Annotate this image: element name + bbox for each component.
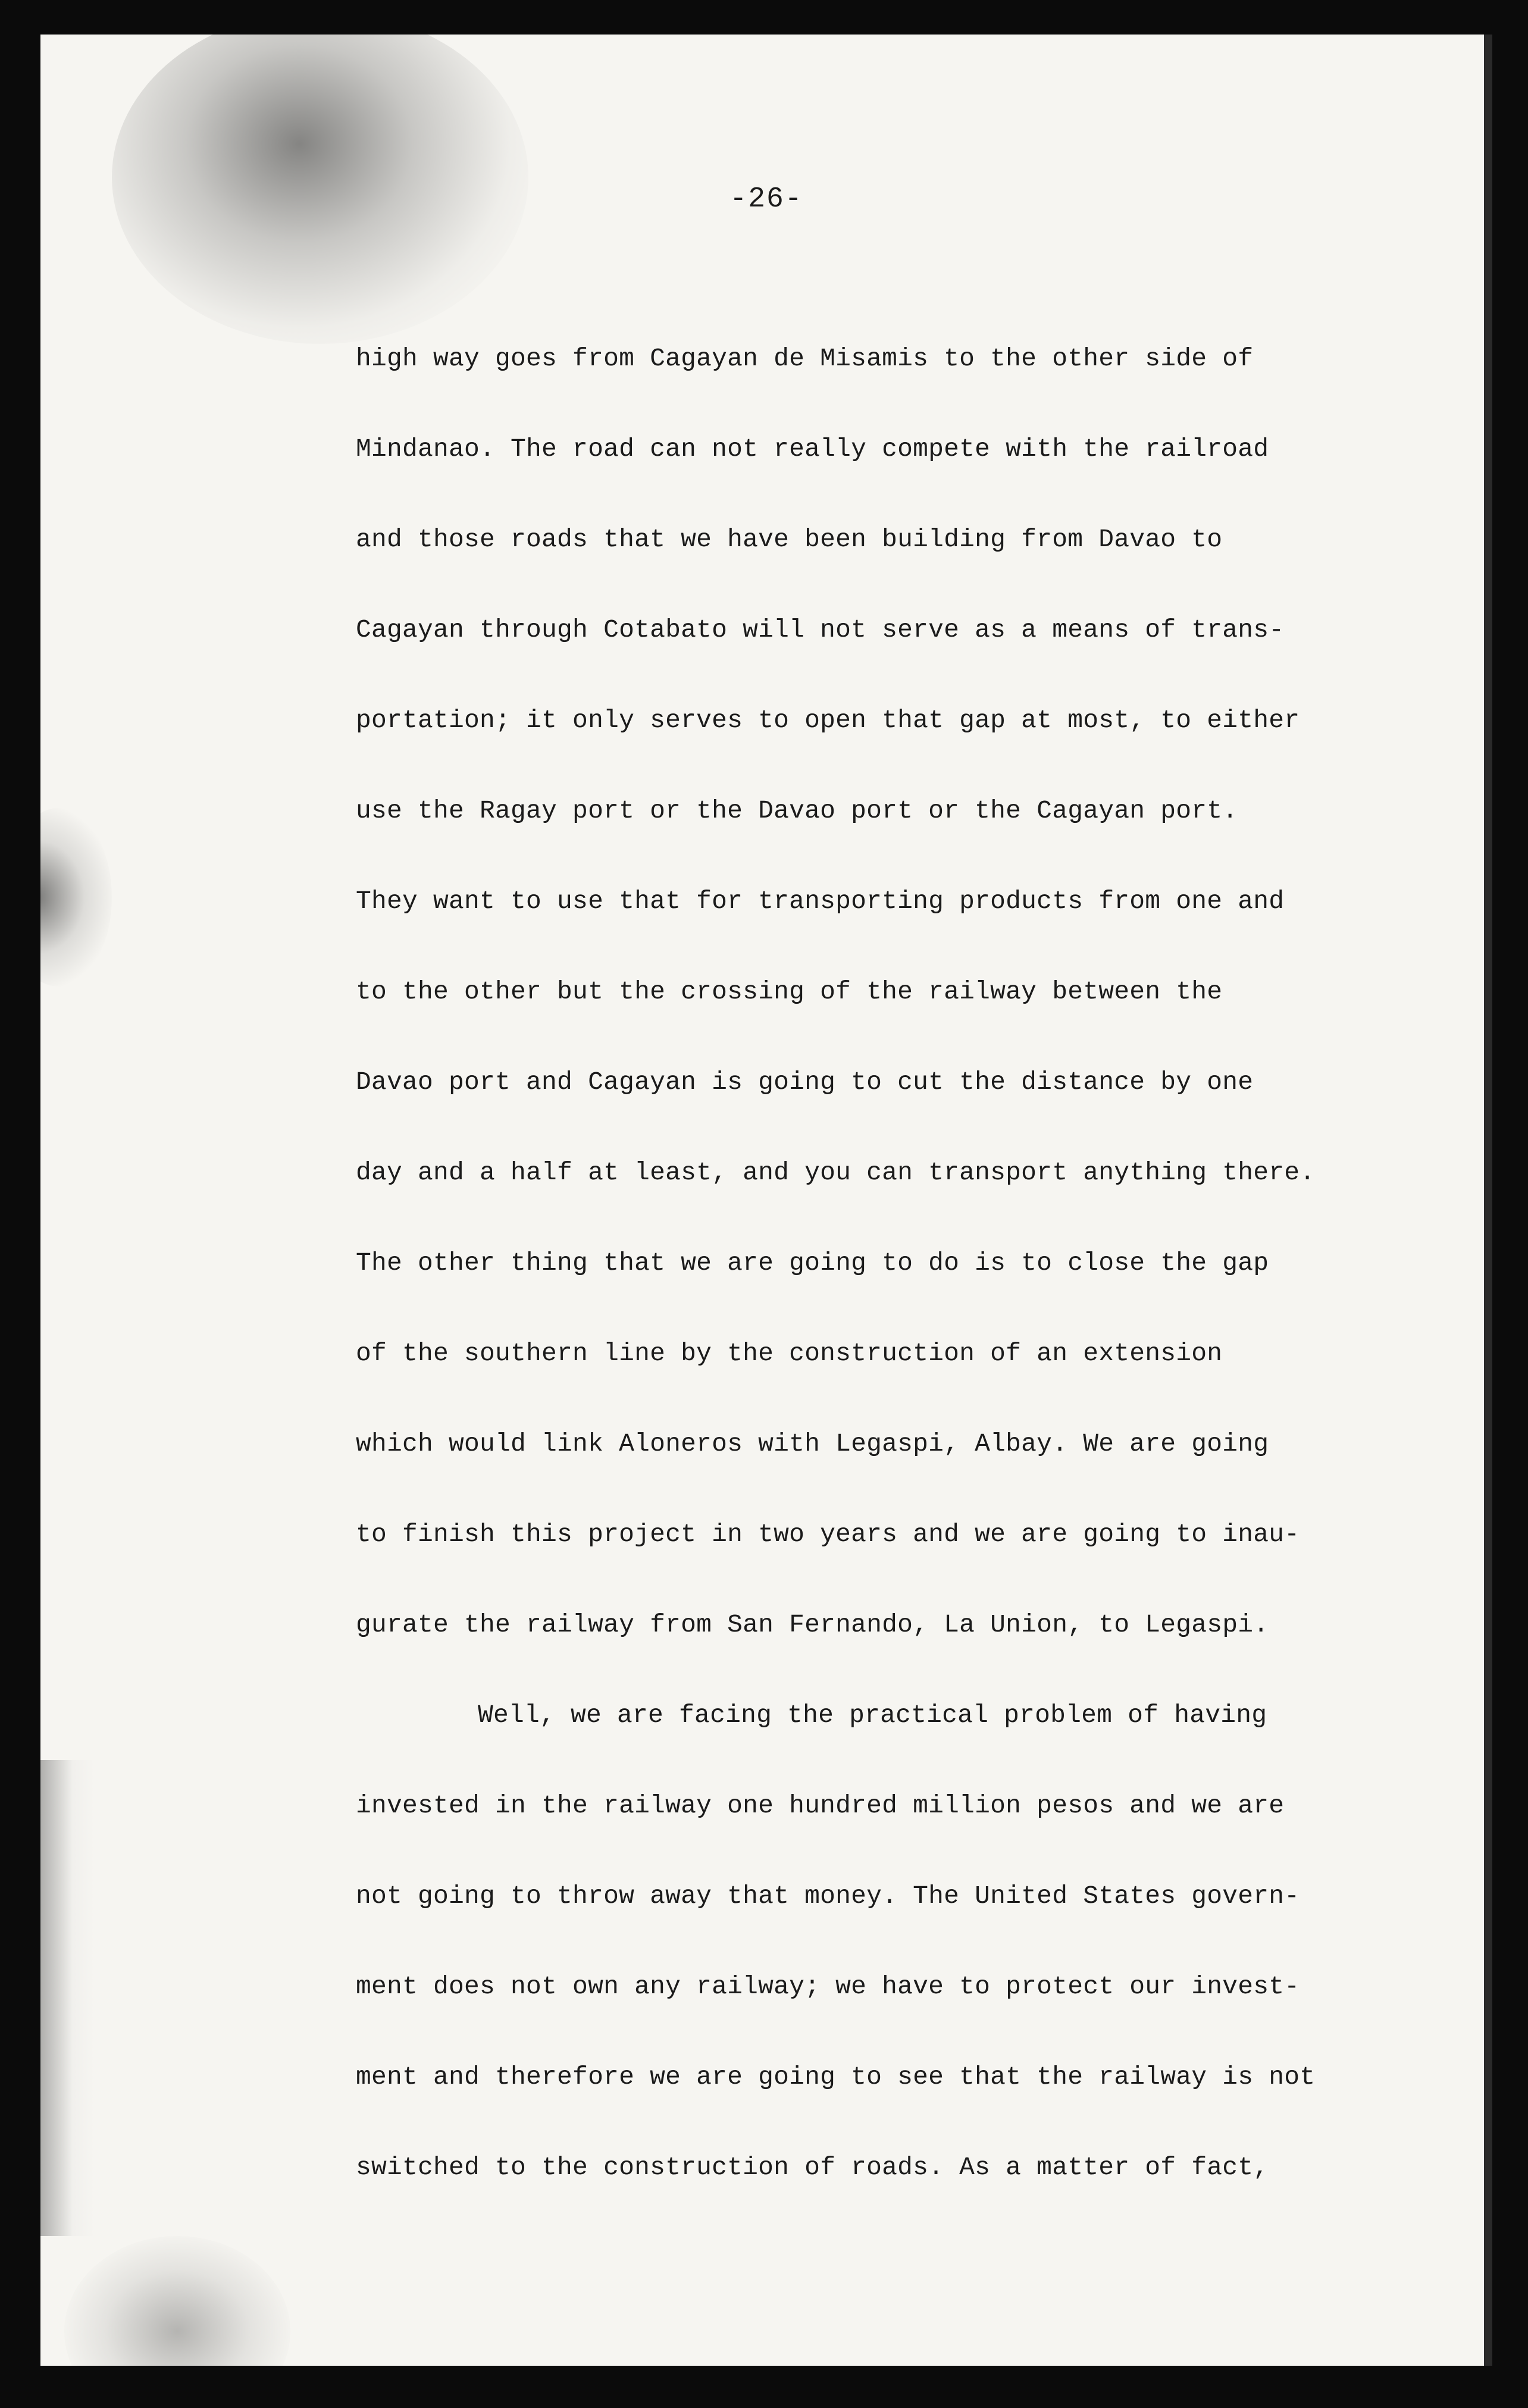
body-text	[356, 335, 1332, 2234]
ink-smudge	[40, 808, 112, 987]
text-line: to the other but the crossing of the railway between the	[356, 977, 1223, 1006]
text-line: to finish this project in two years and we are going to inau-	[356, 1520, 1300, 1549]
text-line: Davao port and Cagayan is going to cut the distance by one	[356, 1067, 1254, 1097]
ink-smudge	[64, 2236, 290, 2366]
text-line: The other thing that we are going to do is to close the gap	[356, 1248, 1269, 1277]
text-line: portation; it only serves to open that gap at most, to either	[356, 706, 1300, 735]
text-line: Well, we are facing the practical problem of having	[478, 1701, 1267, 1730]
text-line: invested in the railway one hundred million pesos and we are	[356, 1791, 1285, 1820]
text-line: switched to the construction of roads. As a matter of fact,	[356, 2153, 1269, 2182]
text-line: high way goes from Cagayan de Misamis to the other side of	[356, 344, 1254, 373]
text-line: use the Ragay port or the Davao port or the Cagayan port.	[356, 796, 1238, 825]
page-number: -26-	[729, 183, 803, 215]
document-page	[40, 35, 1492, 2366]
text-line: gurate the railway from San Fernando, La Union, to Legaspi.	[356, 1610, 1269, 1639]
text-line: ment and therefore we are going to see that the railway is not	[356, 2062, 1316, 2091]
text-line: which would link Aloneros with Legaspi, Albay. We are going	[356, 1429, 1269, 1458]
text-line: day and a half at least, and you can transport anything there.	[356, 1158, 1316, 1187]
text-line: Cagayan through Cotabato will not serve as a means of trans-	[356, 615, 1285, 644]
text-line: and those roads that we have been building from Davao to	[356, 525, 1223, 554]
text-line: of the southern line by the construction of an extension	[356, 1339, 1223, 1368]
text-line: not going to throw away that money. The United States govern-	[356, 1881, 1300, 1911]
text-line: Mindanao. The road can not really compete with the railroad	[356, 434, 1269, 464]
text-line: They want to use that for transporting products from one and	[356, 887, 1285, 916]
torn-edge	[40, 1760, 94, 2236]
text-line: ment does not own any railway; we have to protect our invest-	[356, 1972, 1300, 2001]
page-edge-shadow	[1484, 35, 1492, 2366]
